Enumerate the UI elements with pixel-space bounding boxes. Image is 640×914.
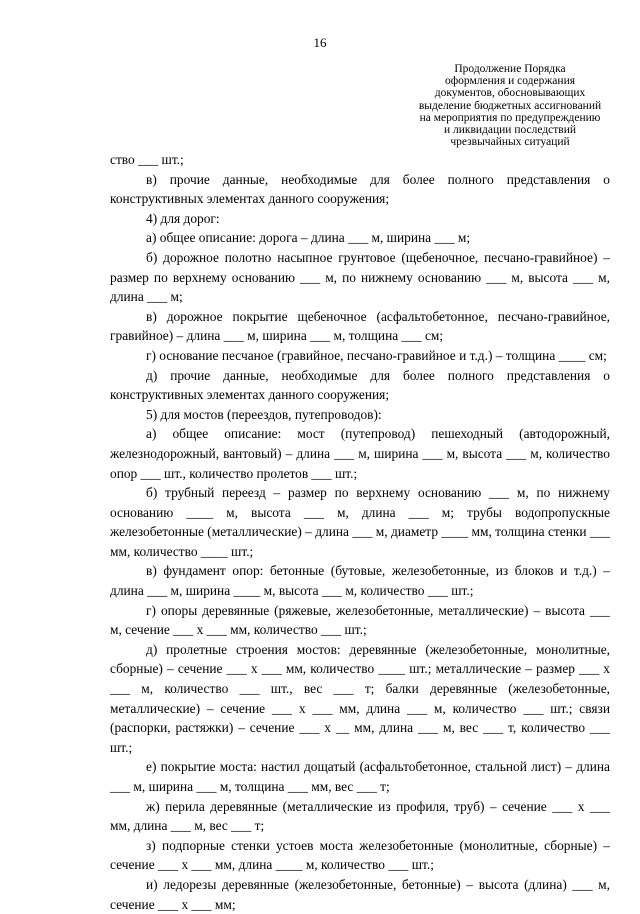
paragraph: в) дорожное покрытие щебеночное (асфальтобетонное, песчано-гравийное, гравийное) – длина ___ м, ширина ___ м, толщина ___ см; <box>110 308 610 344</box>
paragraph: а) общее описание: мост (путепровод) пешеходный (автодорожный, железнодорожный, вантовый) – длина ___ м, ширина ___ м, высота ___ м, количество опор ___ шт., количество пролетов ___ шт.; <box>110 426 610 481</box>
page-number: 16 <box>313 35 327 50</box>
header-note-line: оформления и содержания <box>444 75 576 88</box>
paragraph: д) пролетные строения мостов: деревянные (железобетонные, монолитные, сборные) – сечение ___ х ___ мм, количество ____ шт.; металлические – размер ___ х ___ м, количество ___ шт., вес ___ т; балки деревянные (железобетонные, металлические) – сечение ___ х ___ мм, длина ___ м, количество ___ шт.; связи (распорки, растяжки) – сечение ___ х __ мм, длина ___ м, вес ___ т, количество ___ шт.; <box>110 641 610 755</box>
document-body <box>110 150 610 914</box>
paragraph: б) трубный переезд – размер по верхнему основанию ___ м, по нижнему основанию ____ м, высота ___ м, длина ___ м; трубы водопропускные железобетонные (металлические) – длина ___ м, диаметр ____ мм, толщина стенки ___ мм, количество ____ шт.; <box>110 485 610 559</box>
paragraph: и) ледорезы деревянные (железобетонные, бетонные) – высота (длина) ___ м, сечение ___ х ___ мм; <box>110 876 610 912</box>
paragraph: 4) для дорог: <box>146 210 220 226</box>
header-note-line: и ликвидации последствий <box>443 124 577 137</box>
paragraph: б) дорожное полотно насыпное грунтовое (щебеночное, песчано-гравийное) – размер по верхнему основанию ___ м, по нижнему основанию ___ м, высота ___ м, длина ___ м; <box>110 249 610 305</box>
paragraph: в) фундамент опор: бетонные (бутовые, железобетонные, из блоков и т.д.) – длина ___ м, ширина ____ м, высота ___ м, количество ___ шт.; <box>110 563 610 599</box>
paragraph: е) покрытие моста: настил дощатый (асфальтобетонное, стальной лист) – длина ___ м, ширина ___ м, толщина ___ мм, вес ___ т; <box>110 759 610 794</box>
paragraph: г) основание песчаное (гравийное, песчано-гравийное и т.д.) – толщина ____ см; <box>146 347 607 363</box>
header-note-line: документов, обосновывающих <box>434 87 586 100</box>
paragraph: ж) перила деревянные (металлические из профиля, труб) – сечение ___ х ___ мм, длина ___ м, вес ___ т; <box>110 798 610 834</box>
paragraph: з) подпорные стенки устоев моста железобетонные (монолитные, сборные) – сечение ___ х ___ мм, длина ____ м, количество ___ шт.; <box>110 837 610 873</box>
header-note-line: чрезвычайных ситуаций <box>450 136 570 149</box>
header-note <box>400 63 620 148</box>
header-note-line: на мероприятия по предупреждению <box>419 111 601 124</box>
paragraph: а) общее описание: дорога – длина ___ м, ширина ___ м; <box>146 230 471 246</box>
paragraph: в) прочие данные, необходимые для более полного представления о конструктивных элементах данного сооружения; <box>110 171 610 207</box>
header-note-line: выделение бюджетных ассигнований <box>418 99 602 112</box>
paragraph: ство ___ шт.; <box>110 152 184 167</box>
paragraph: 5) для мостов (переездов, путепроводов): <box>146 406 382 422</box>
header-note-line: Продолжение Порядка <box>454 63 566 75</box>
paragraph: д) прочие данные, необходимые для более полного представления о конструктивных элементах данного сооружения; <box>110 367 610 403</box>
paragraph: г) опоры деревянные (ряжевые, железобетонные, металлические) – высота ___ м, сечение ___ х ___ мм, количество ___ шт.; <box>110 602 610 638</box>
